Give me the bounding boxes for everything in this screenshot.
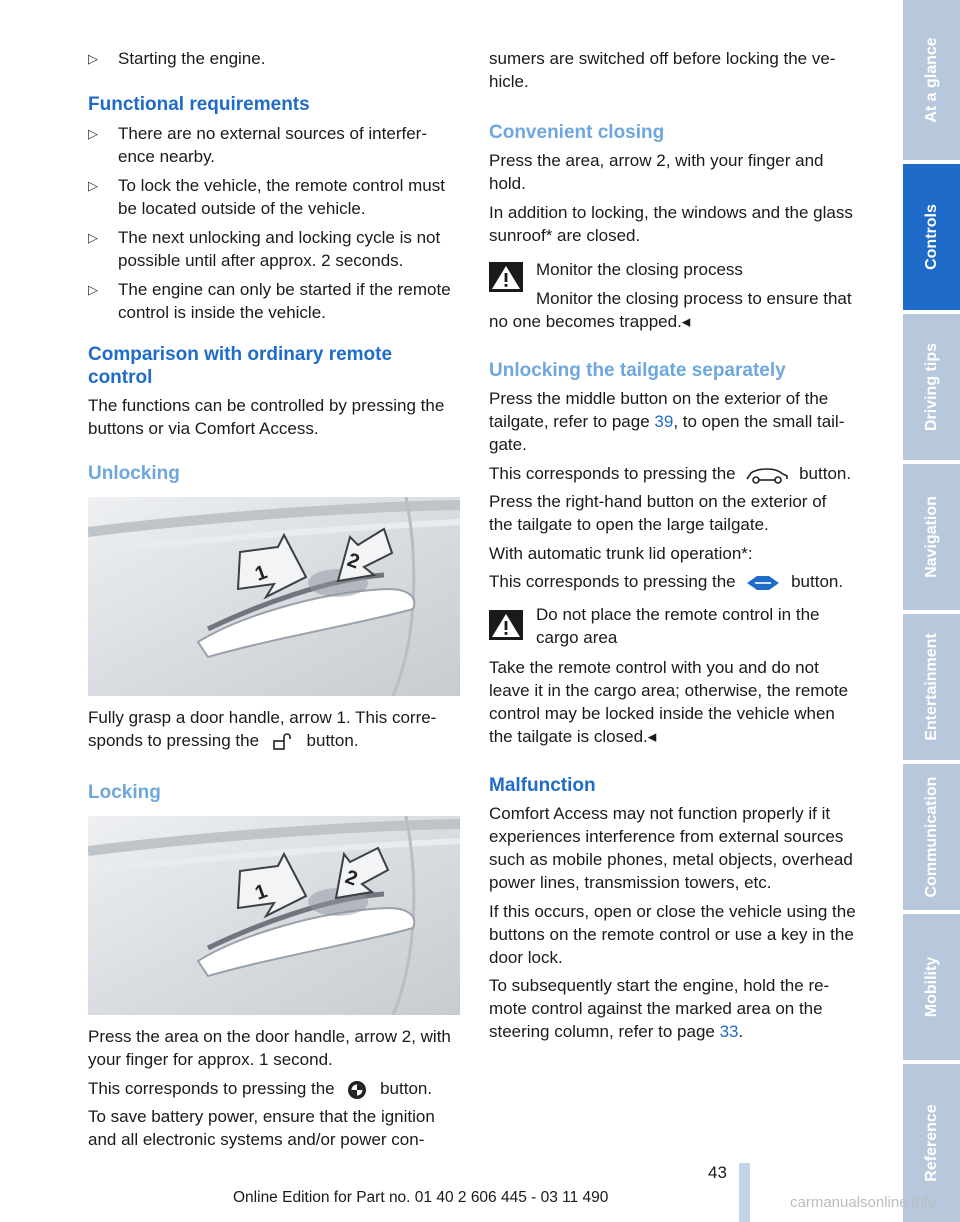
warning-title-closing: Monitor the closing process xyxy=(536,260,743,279)
watermark-logo: carmanualsonline.info xyxy=(790,1194,936,1211)
unlock-icon xyxy=(270,732,296,752)
page-link-39[interactable]: 39 xyxy=(654,412,674,431)
bullet-starting-engine: ▷ Starting the engine. xyxy=(88,49,266,68)
tab-controls[interactable]: Controls xyxy=(903,164,960,310)
unlocking-door-handle-photo xyxy=(88,497,460,696)
functional-requirements-list xyxy=(88,122,462,324)
triangle-bullet-icon: ▷ xyxy=(88,230,98,245)
warning-text-cargo: Take the remote control with you and do not leave it in the cargo area; otherwise, the remote control may be locked inside the vehicle when the tailgate is closed.◂ xyxy=(489,658,849,746)
tab-communication[interactable]: Communication xyxy=(903,764,960,910)
locking-press-text: This corresponds to pressing the button. xyxy=(88,1079,433,1098)
triangle-bullet-icon: ▷ xyxy=(88,282,98,297)
tab-navigation[interactable]: Navigation xyxy=(903,464,960,610)
heading-locking: Locking xyxy=(88,782,161,803)
battery-text: To save battery power, ensure that the ignition and all electronic systems and/or power con- xyxy=(88,1107,435,1149)
heading-comparison: Comparison with ordinary remote control xyxy=(88,344,393,388)
malfunction-text-2: If this occurs, open or close the vehicle using the buttons on the remote control or use a key in the door lock. xyxy=(489,902,856,967)
bmw-logo-icon xyxy=(347,1080,367,1100)
continuation-text: sumers are switched off before locking the ve- hicle. xyxy=(489,49,836,91)
page-number-bar xyxy=(739,1163,750,1222)
warning-icon xyxy=(489,610,523,640)
heading-convenient-closing: Convenient closing xyxy=(489,122,665,143)
chapter-sidebar xyxy=(903,0,960,1222)
footer-edition: Online Edition for Part no. 01 40 2 606 445 - 03 11 490 xyxy=(233,1189,609,1206)
malfunction-text-1: Comfort Access may not function properly if it experiences interference from external sources such as mobile phones, metal objects, overhead power lines, transmission towers, etc. xyxy=(489,804,853,892)
triangle-bullet-icon: ▷ xyxy=(88,126,98,141)
svg-text:2: 2 xyxy=(342,866,361,891)
svg-text:1: 1 xyxy=(252,561,271,586)
warning-text-closing: Monitor the closing process to ensure that no one becomes trapped.◂ xyxy=(489,289,852,331)
list-item: ▷ To lock the vehicle, the remote control must be located outside of the vehicle. xyxy=(88,176,445,218)
list-item: ▷ The engine can only be started if the remote control is inside the vehicle. xyxy=(88,280,451,322)
locking-caption: Press the area on the door handle, arrow 2, with your finger for approx. 1 second. xyxy=(88,1027,451,1069)
tailgate-text-1: Press the middle button on the exterior of the tailgate, refer to page 39, to open the small tail- gate. xyxy=(489,389,845,454)
svg-text:1: 1 xyxy=(252,880,271,905)
tab-mobility[interactable]: Mobility xyxy=(903,914,960,1060)
tab-at-a-glance[interactable]: At a glance xyxy=(903,0,960,160)
unlocking-caption: Fully grasp a door handle, arrow 1. This corre- sponds to pressing the button. xyxy=(88,708,437,750)
tailgate-text-3: Press the right-hand button on the exterior of the tailgate to open the large tailgate. xyxy=(489,492,827,534)
malfunction-text-3: To subsequently start the engine, hold the re- mote control against the marked area on the steering column, refer to page 33. xyxy=(489,976,830,1041)
heading-functional-requirements: Functional requirements xyxy=(88,94,310,115)
convenient-text-2: In addition to locking, the windows and the glass sunroof* are closed. xyxy=(489,203,853,245)
list-item: ▷ There are no external sources of interfer- ence nearby. xyxy=(88,124,427,166)
warning-title-cargo: Do not place the remote control in the cargo area xyxy=(536,605,820,647)
triangle-bullet-icon: ▷ xyxy=(88,178,98,193)
convenient-text-1: Press the area, arrow 2, with your finger and hold. xyxy=(489,151,824,193)
heading-unlocking-tailgate: Unlocking the tailgate separately xyxy=(489,360,786,381)
tailgate-text-4: With automatic trunk lid operation*: xyxy=(489,544,753,563)
tab-entertainment[interactable]: Entertainment xyxy=(903,614,960,760)
door-handle-illustration xyxy=(88,816,460,1015)
triangle-bullet-icon: ▷ xyxy=(88,51,98,66)
tailgate-text-5: This corresponds to pressing the button. xyxy=(489,572,844,591)
list-item: ▷ The next unlocking and locking cycle is not possible until after approx. 2 seconds. xyxy=(88,228,441,270)
page-link-33[interactable]: 33 xyxy=(719,1022,739,1041)
heading-malfunction: Malfunction xyxy=(489,775,596,796)
door-handle-illustration xyxy=(88,497,460,696)
tab-driving-tips[interactable]: Driving tips xyxy=(903,314,960,460)
tab-reference[interactable]: Reference xyxy=(903,1064,960,1222)
car-tailgate-icon xyxy=(745,465,789,485)
comparison-text: The functions can be controlled by pressing the buttons or via Comfort Access. xyxy=(88,396,445,438)
svg-text:2: 2 xyxy=(344,549,363,574)
trunk-open-icon xyxy=(745,574,781,592)
heading-unlocking: Unlocking xyxy=(88,463,180,484)
page-number: 43 xyxy=(708,1163,727,1182)
locking-door-handle-photo xyxy=(88,816,460,1015)
tailgate-text-2: This corresponds to pressing the button. xyxy=(489,464,852,483)
